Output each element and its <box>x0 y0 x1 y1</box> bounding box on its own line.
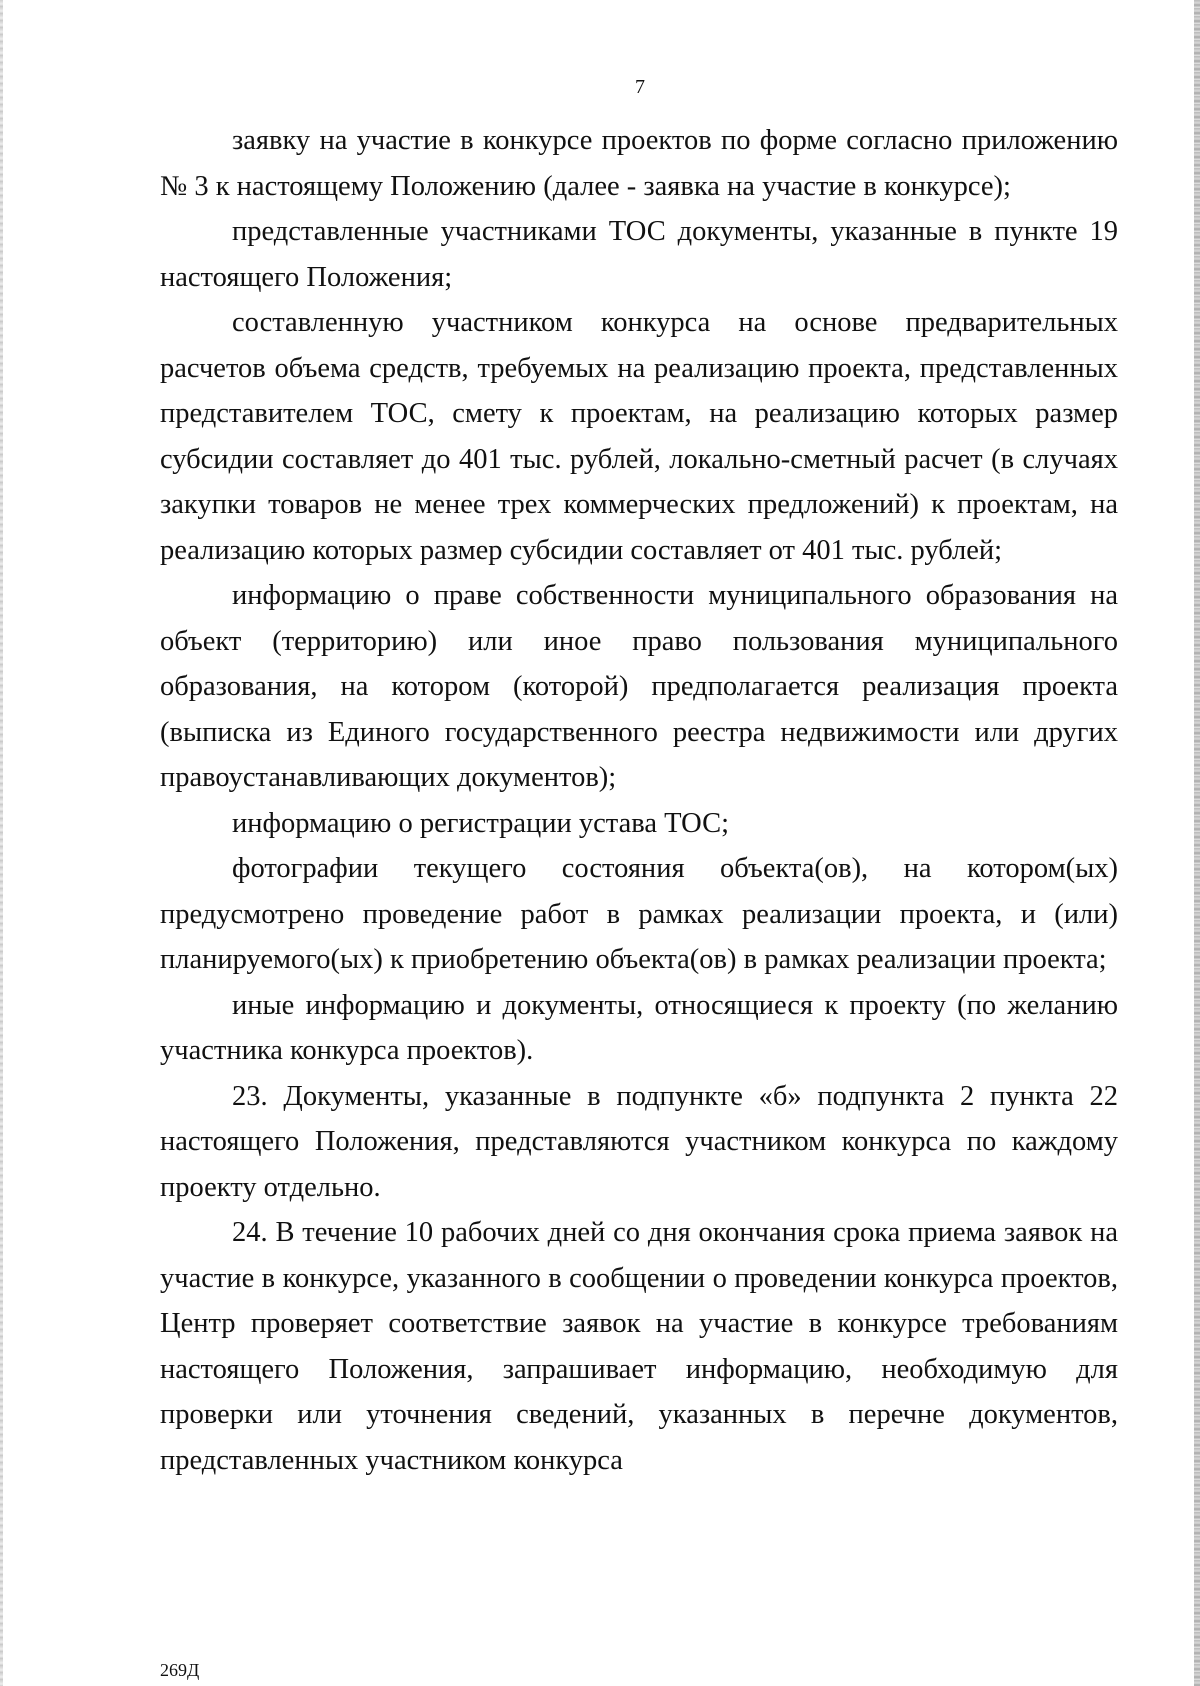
paragraph-tos-documents: представленные участниками ТОС документы, указанные в пункте 19 настоящего Положения; <box>160 216 1118 293</box>
paragraph-item-24: 24. В течение 10 рабочих дней со дня окончания срока приема заявок на участие в конкурсе, указанного в сообщении о проведении конкурса проектов, Центр проверяет соответствие заявок на участие в конкурсе требованиям настоящего Положения, запрашивает информацию, необходимую для проверки или уточнения сведений, указанных в перечне документов, представленных участником конкурса <box>160 1217 1118 1476</box>
paragraph-estimate: составленную участником конкурса на основе предварительных расчетов объема средств, требуемых на реализацию проекта, представленных представителем ТОС, смету к проектам, на реализацию которых размер субсидии составляет до 401 тыс. рублей, локально-сметный расчет (в случаях закупки товаров не менее трех коммерческих предложений) к проектам, на реализацию которых размер субсидии составляет от 401 тыс. рублей; <box>160 307 1118 566</box>
footer-document-code: 269Д <box>160 1660 200 1680</box>
paragraph-item-23: 23. Документы, указанные в подпункте «б» подпункта 2 пункта 22 настоящего Положения, представляются участником конкурса по каждому проекту отдельно. <box>160 1080 1118 1203</box>
paragraph-photos: фотографии текущего состояния объекта(ов), на котором(ых) предусмотрено проведение работ в рамках реализации проекта, и (или) планируемого(ых) к приобретению объекта(ов) в рамках реализации проекта; <box>160 853 1118 975</box>
page-number: 7 <box>635 76 645 98</box>
scan-edge-left <box>0 0 3 1686</box>
paragraph-application: заявку на участие в конкурсе проектов по форме согласно приложению № 3 к настоящему Положению (далее - заявка на участие в конкурсе); <box>160 125 1118 202</box>
paragraph-ownership-info: информацию о праве собственности муниципального образования на объект (территорию) или иное право пользования муниципального образования, на котором (которой) предполагается реализация проекта (выписка из Единого государственного реестра недвижимости или других правоустанавливающих документов); <box>160 580 1118 793</box>
paragraph-other-documents: иные информацию и документы, относящиеся к проекту (по желанию участника конкурса проектов). <box>160 989 1118 1066</box>
scan-edge-right <box>1194 0 1200 1686</box>
paragraph-charter-registration: информацию о регистрации устава ТОС; <box>232 807 729 839</box>
document-body <box>160 118 1118 1483</box>
